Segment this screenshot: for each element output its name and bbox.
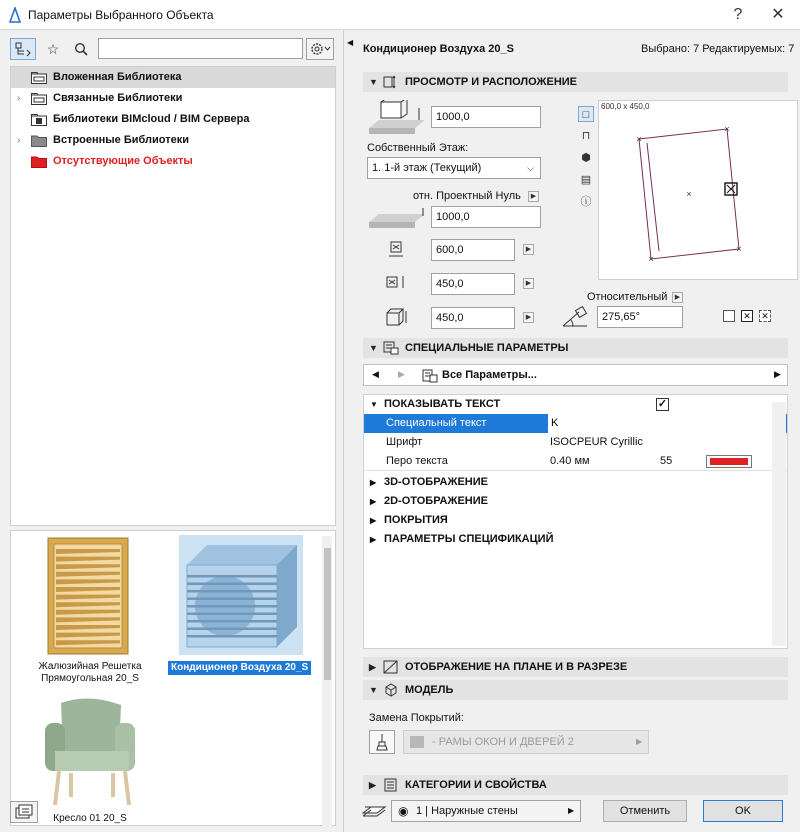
chevron-right-icon: ▶ bbox=[568, 806, 575, 815]
tree-item-missing-objects[interactable] bbox=[11, 151, 335, 172]
svg-text:×: × bbox=[648, 254, 654, 264]
depth-icon bbox=[385, 274, 407, 292]
height-icon bbox=[385, 307, 409, 327]
air-conditioner-thumbnail bbox=[179, 535, 303, 655]
tree-item-embedded-library[interactable] bbox=[11, 67, 335, 88]
object-name: Кондиционер Воздуха 20_S bbox=[363, 43, 514, 55]
param-name: Шрифт bbox=[386, 436, 423, 448]
plan-preview-drawing bbox=[599, 101, 799, 281]
help-button[interactable]: ? bbox=[733, 6, 743, 23]
depth-arrow-button[interactable]: ▶ bbox=[523, 278, 534, 289]
group-label: 3D-ОТОБРАЖЕНИЕ bbox=[384, 476, 488, 488]
tree-item-bimcloud-libraries[interactable] bbox=[11, 109, 335, 130]
library-tree[interactable] bbox=[10, 66, 336, 526]
library-manager-icon bbox=[15, 804, 33, 820]
param-row-font[interactable] bbox=[364, 433, 787, 452]
height-field[interactable]: 450,0 bbox=[431, 307, 515, 329]
gallery-label-line: Прямоугольная 20_S bbox=[41, 673, 139, 684]
group-label: ПАРАМЕТРЫ СПЕЦИФИКАЦИЙ bbox=[384, 533, 554, 545]
ac-grille-line bbox=[187, 613, 277, 616]
checkmark-icon: ✓ bbox=[657, 398, 668, 410]
object-elevation-icon bbox=[367, 100, 427, 140]
gallery-item-label bbox=[19, 661, 161, 685]
library-folder-icon bbox=[31, 93, 47, 105]
param-value: 0.40 мм bbox=[550, 455, 590, 467]
cancel-button[interactable]: Отменить bbox=[603, 800, 687, 822]
anchor-center-button[interactable] bbox=[741, 310, 753, 322]
pen-number[interactable]: 55 bbox=[660, 455, 673, 467]
param-name: Специальный текст bbox=[386, 417, 487, 429]
home-story-label: Собственный Этаж: bbox=[367, 142, 469, 154]
rotation-angle-icon bbox=[561, 306, 589, 330]
ac-grille-line bbox=[187, 598, 277, 601]
group-label: 2D-ОТОБРАЖЕНИЕ bbox=[384, 495, 488, 507]
chevron-right-icon[interactable]: › bbox=[17, 135, 21, 146]
parameter-list-icon bbox=[422, 369, 438, 383]
width-field[interactable]: 600,0 bbox=[431, 239, 515, 261]
group-show-text[interactable] bbox=[364, 395, 787, 414]
reference-elevation-icon bbox=[367, 206, 427, 232]
anchor-free-button[interactable] bbox=[759, 310, 771, 322]
section-title: МОДЕЛЬ bbox=[405, 684, 454, 696]
group-3d-representation[interactable] bbox=[364, 473, 787, 492]
nav-forward-button[interactable]: ▶ bbox=[398, 369, 405, 379]
height-arrow-button[interactable]: ▶ bbox=[523, 312, 534, 323]
width-icon bbox=[387, 240, 405, 258]
library-view-button[interactable] bbox=[10, 38, 36, 60]
side-view-icon: ⊓ bbox=[581, 130, 591, 142]
group-label: ПОКРЫТИЯ bbox=[384, 514, 448, 526]
section-special-parameters[interactable] bbox=[363, 338, 788, 358]
param-value-input[interactable]: K bbox=[548, 414, 772, 433]
parameters-table[interactable] bbox=[363, 394, 788, 649]
search-icon bbox=[74, 42, 88, 56]
reference-elevation-field[interactable]: 1000,0 bbox=[431, 206, 541, 228]
section-title: КАТЕГОРИИ И СВОЙСТВА bbox=[405, 779, 547, 791]
group-surfaces[interactable] bbox=[364, 511, 787, 530]
expand-arrow-icon: ▶ bbox=[370, 516, 377, 525]
home-story-value: 1. 1-й этаж (Текущий) bbox=[372, 162, 482, 174]
collapse-arrow-icon: ▶ bbox=[369, 662, 376, 672]
section-title: ОТОБРАЖЕНИЕ НА ПЛАНЕ И В РАЗРЕЗЕ bbox=[405, 661, 628, 673]
ac-grille-line bbox=[187, 628, 277, 631]
override-surfaces-toggle[interactable] bbox=[369, 730, 395, 754]
section-categories-properties[interactable] bbox=[363, 775, 788, 795]
square-icon: □ bbox=[582, 109, 590, 121]
layer-icon bbox=[361, 801, 387, 821]
object-preview[interactable] bbox=[598, 100, 798, 280]
surface-override-select[interactable] bbox=[403, 730, 649, 754]
layer-select[interactable] bbox=[391, 800, 581, 822]
home-story-select[interactable] bbox=[367, 157, 541, 179]
gallery-item-air-conditioner[interactable] bbox=[179, 535, 303, 655]
gallery-scrollbar[interactable] bbox=[322, 536, 332, 826]
expand-arrow-icon: ▶ bbox=[370, 535, 377, 544]
server-library-icon bbox=[31, 114, 47, 126]
parameters-scrollbar[interactable] bbox=[772, 402, 786, 646]
chevron-right-icon: ▶ bbox=[636, 737, 643, 746]
ac-grille-line bbox=[187, 590, 277, 593]
mirror-off-checkbox[interactable] bbox=[723, 310, 735, 322]
expand-arrow-icon: ▼ bbox=[369, 685, 378, 695]
reference-level-label: отн. Проектный Нуль bbox=[413, 190, 521, 202]
eye-icon: ◉ bbox=[398, 804, 409, 818]
group-2d-representation[interactable] bbox=[364, 492, 787, 511]
gallery-item-label: Кресло 01 20_S bbox=[53, 813, 127, 824]
ok-button[interactable]: OK bbox=[703, 800, 783, 822]
settings-button[interactable] bbox=[306, 38, 334, 60]
categories-icon bbox=[383, 778, 399, 792]
search-input[interactable] bbox=[98, 38, 303, 59]
object-gallery[interactable] bbox=[10, 530, 336, 826]
close-button[interactable]: ✕ bbox=[771, 6, 785, 23]
missing-folder-icon bbox=[31, 156, 47, 168]
anchor-x-icon: ✕ bbox=[743, 311, 751, 321]
ac-grille-line bbox=[187, 583, 277, 586]
section-floor-plan-and-section[interactable] bbox=[363, 657, 788, 677]
layer-value: 1 | Наружные стены bbox=[416, 805, 518, 817]
chevron-right-icon[interactable]: › bbox=[17, 93, 21, 104]
star-icon: ☆ bbox=[46, 41, 60, 57]
surface-swatch bbox=[410, 736, 424, 748]
angle-field[interactable]: 275,65° bbox=[597, 306, 683, 328]
archicad-app-icon bbox=[8, 7, 22, 23]
expand-arrow-icon: ▶ bbox=[370, 478, 377, 487]
gallery-label-line: Жалюзийная Решетка bbox=[38, 661, 142, 672]
search-button[interactable] bbox=[68, 38, 94, 60]
anchor-x-icon: ✕ bbox=[761, 311, 769, 321]
expand-arrow-icon: ▼ bbox=[369, 343, 378, 353]
tree-item-label: Вложенная Библиотека bbox=[53, 71, 182, 83]
expand-arrow-icon: ▶ bbox=[370, 497, 377, 506]
param-row-text-pen[interactable] bbox=[364, 452, 787, 471]
tree-item-label: Библиотеки BIMcloud / BIM Сервера bbox=[53, 113, 250, 125]
3d-view-button[interactable] bbox=[578, 150, 594, 166]
section-model[interactable] bbox=[363, 680, 788, 700]
chevron-down-icon: ⌵ bbox=[527, 163, 534, 173]
override-surfaces-label: Замена Покрытий: bbox=[369, 712, 464, 724]
pen-color-swatch[interactable] bbox=[706, 455, 752, 468]
ac-grille-line bbox=[187, 635, 277, 638]
preview-size-label: 600,0 x 450,0 bbox=[601, 102, 650, 111]
gallery-scrollbar-thumb[interactable] bbox=[324, 548, 331, 680]
preview-positioning-icon bbox=[383, 75, 399, 89]
floor-plan-icon bbox=[383, 660, 399, 674]
ac-grille-line bbox=[187, 575, 277, 578]
tree-item-label: Связанные Библиотеки bbox=[53, 92, 183, 104]
elevation-field[interactable]: 1000,0 bbox=[431, 106, 541, 128]
louver-grille-thumbnail bbox=[47, 537, 129, 655]
gear-icon bbox=[309, 41, 331, 57]
ac-grille-line bbox=[187, 605, 277, 608]
info-button[interactable] bbox=[578, 194, 594, 210]
model-cube-icon bbox=[383, 683, 399, 697]
reference-level-arrow-button[interactable]: ▶ bbox=[528, 191, 539, 202]
plan-view-button[interactable] bbox=[578, 106, 594, 122]
gallery-item-louver-grille[interactable] bbox=[47, 537, 129, 655]
settings-panel bbox=[345, 30, 800, 832]
relative-angle-arrow-button[interactable]: ▶ bbox=[672, 292, 683, 303]
param-value[interactable]: ISOCPEUR Cyrillic bbox=[550, 436, 643, 448]
section-view-button[interactable] bbox=[578, 172, 594, 188]
library-panel bbox=[0, 30, 344, 832]
tree-item-label: Встроенные Библиотеки bbox=[53, 134, 190, 146]
nav-menu-arrow[interactable]: ▶ bbox=[774, 369, 781, 379]
show-text-checkbox[interactable] bbox=[656, 398, 669, 411]
tree-item-linked-libraries[interactable] bbox=[11, 88, 335, 109]
folder-icon bbox=[31, 135, 47, 147]
section-preview-positioning[interactable] bbox=[363, 72, 788, 92]
pen-color-fill bbox=[710, 458, 748, 465]
library-tree-icon bbox=[14, 41, 32, 57]
film-icon: ▤ bbox=[580, 174, 592, 186]
collapse-panel-icon[interactable]: ◀ bbox=[347, 38, 354, 47]
depth-field[interactable]: 450,0 bbox=[431, 273, 515, 295]
parameters-icon bbox=[383, 341, 399, 355]
paint-brush-icon bbox=[370, 731, 394, 753]
svg-text:×: × bbox=[636, 134, 642, 144]
svg-text:×: × bbox=[736, 244, 742, 254]
collapse-arrow-icon: ▶ bbox=[369, 780, 376, 790]
title-bar bbox=[0, 0, 800, 30]
library-folder-icon bbox=[31, 72, 47, 84]
window-title: Параметры Выбранного Объекта bbox=[28, 8, 214, 22]
gallery-item-armchair[interactable] bbox=[41, 693, 137, 809]
armchair-thumbnail bbox=[41, 693, 137, 809]
favorites-button[interactable] bbox=[40, 38, 66, 60]
tree-item-label: Отсутствующие Объекты bbox=[53, 155, 193, 167]
parameter-nav-bar bbox=[363, 364, 788, 386]
svg-text:×: × bbox=[724, 124, 730, 134]
width-arrow-button[interactable]: ▶ bbox=[523, 244, 534, 255]
ac-grille-line bbox=[187, 620, 277, 623]
group-label: ПОКАЗЫВАТЬ ТЕКСТ bbox=[384, 398, 501, 410]
svg-text:×: × bbox=[686, 189, 692, 199]
section-title: ПРОСМОТР И РАСПОЛОЖЕНИЕ bbox=[405, 76, 578, 88]
surface-override-value: - РАМЫ ОКОН И ДВЕРЕЙ 2 bbox=[432, 736, 574, 748]
section-title: СПЕЦИАЛЬНЫЕ ПАРАМЕТРЫ bbox=[405, 342, 569, 354]
parameter-page-label[interactable]: Все Параметры... bbox=[442, 369, 537, 381]
cube-icon: ⬢ bbox=[581, 152, 591, 164]
load-library-button[interactable] bbox=[10, 801, 38, 823]
selection-info: Выбрано: 7 Редактируемых: 7 bbox=[641, 43, 795, 55]
relative-angle-label: Относительный bbox=[587, 291, 668, 303]
side-view-button[interactable] bbox=[578, 128, 594, 144]
info-icon: ⓘ bbox=[580, 196, 592, 208]
gallery-item-label: Кондиционер Воздуха 20_S bbox=[168, 661, 311, 675]
expand-arrow-icon: ▼ bbox=[369, 77, 378, 87]
param-name: Перо текста bbox=[386, 455, 448, 467]
tree-item-built-in-libraries[interactable] bbox=[11, 130, 335, 151]
group-listing-parameters[interactable] bbox=[364, 530, 787, 549]
param-row-special-text[interactable] bbox=[364, 414, 787, 433]
expand-arrow-icon: ▼ bbox=[370, 400, 378, 409]
nav-back-button[interactable]: ◀ bbox=[372, 369, 379, 379]
